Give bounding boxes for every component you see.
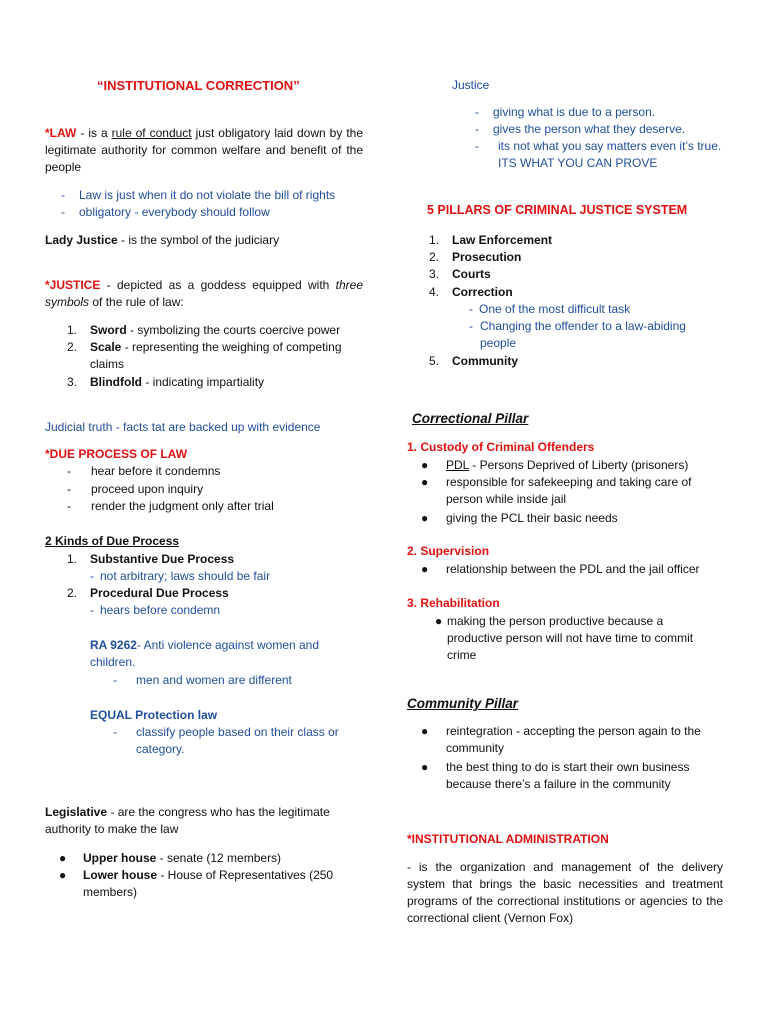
list-number: 1. — [67, 323, 78, 337]
bullet-marker: ● — [421, 511, 429, 525]
justice-text-a: - depicted as a goddess equipped with — [100, 278, 336, 292]
pillar-label: Community — [452, 354, 518, 368]
list-item — [67, 463, 220, 480]
ra9262-line — [90, 637, 340, 671]
equal-protection-heading: EQUAL Protection law — [90, 708, 218, 722]
list-number: 3. — [429, 267, 440, 281]
legislative-term: Legislative — [45, 805, 108, 819]
supervision-heading: 2. Supervision — [407, 544, 490, 558]
law-rule-of-conduct: rule of conduct — [111, 126, 192, 140]
custody-heading: 1. Custody of Criminal Offenders — [407, 440, 595, 454]
dash-marker: - — [475, 122, 479, 136]
law-text-a: - is a — [76, 126, 112, 140]
kinds-heading: 2 Kinds of Due Process — [45, 534, 180, 548]
list-number: 2. — [67, 340, 78, 354]
bullet-marker: ● — [421, 458, 429, 472]
list-number: 2. — [67, 586, 78, 600]
symbol-text: - representing the weighing of competing claims — [90, 340, 342, 371]
due-process-heading: *DUE PROCESS OF LAW — [45, 447, 188, 461]
legislative-text: - are the congress who has the legitimate authority to make the law — [45, 805, 330, 836]
list-number: 1. — [429, 233, 440, 247]
dash-marker: - — [67, 499, 71, 513]
law-item-term: Law is just — [79, 188, 136, 202]
list-item — [61, 204, 270, 221]
justice-item-text: its not what you say matters even it’s true. ITS WHAT YOU CAN PROVE — [498, 139, 722, 170]
justice-item-text: giving what is due to a person. — [493, 105, 656, 119]
list-number: 1. — [67, 552, 78, 566]
list-item — [429, 284, 513, 301]
list-number: 3. — [67, 375, 78, 389]
list-number: 4. — [429, 285, 440, 299]
list-item — [67, 339, 342, 371]
law-term: *LAW — [45, 126, 77, 140]
admin-heading: *INSTITUTIONAL ADMINISTRATION — [407, 832, 609, 846]
law-definition — [45, 125, 363, 176]
justice-three-symbols: three symbols — [45, 278, 363, 309]
list-item — [67, 585, 229, 602]
list-item-text: render the judgment only after trial — [91, 499, 274, 513]
supervision-item-text: relationship between the PDL and the jail officer — [446, 562, 700, 576]
pillar-label: Law Enforcement — [452, 233, 553, 247]
judicial-truth: Judicial truth - facts tat are backed up with evidence — [45, 420, 321, 434]
bullet-marker: ● — [421, 562, 429, 576]
custody-item-text: responsible for safekeeping and taking care of person while inside jail — [446, 475, 692, 506]
bullet-marker: ● — [435, 614, 443, 628]
pillar-label: Prosecution — [452, 250, 522, 264]
symbol-text: - indicating impartiality — [141, 375, 265, 389]
dash-marker: - — [61, 188, 65, 202]
list-item — [429, 266, 491, 283]
pillars-heading: 5 PILLARS OF CRIMINAL JUSTICE SYSTEM — [427, 203, 688, 217]
dash-marker: - — [61, 205, 65, 219]
law-text-b: just obligatory laid down by the legitimate authority for common welfare and benefit of the people — [45, 126, 364, 174]
rehab-heading: 3. Rehabilitation — [407, 596, 500, 610]
community-pillar-heading: Community Pillar — [407, 696, 519, 711]
law-item-text: when it do not violate the bill of rights — [135, 188, 336, 202]
dash-marker: - — [469, 319, 473, 333]
list-item — [429, 232, 553, 249]
dash-marker: - — [90, 603, 94, 617]
law-item-term: obligatory — [79, 205, 132, 219]
dash-marker: - — [469, 302, 473, 316]
dash-marker: - — [67, 464, 71, 478]
list-item — [67, 498, 274, 515]
pdl-text: - Persons Deprived of Liberty (prisoners) — [468, 458, 689, 472]
house-term: Lower house — [83, 868, 158, 882]
symbol-text: - symbolizing the courts coercive power — [126, 323, 341, 337]
bullet-marker: ● — [421, 475, 429, 489]
kind-note: not arbitrary; laws should be fair — [100, 569, 271, 583]
justice-term: *JUSTICE — [45, 278, 101, 292]
lady-justice-term: Lady Justice — [45, 233, 118, 247]
bullet-marker: ● — [421, 760, 429, 774]
kind-label: Procedural Due Process — [90, 586, 229, 600]
community-item-text: the best thing to do is start their own business because there’s a failure in the community — [446, 760, 690, 791]
dash-marker: - — [113, 673, 117, 687]
correctional-pillar-heading: Correctional Pillar — [412, 411, 529, 426]
justice-item-text: gives the person what they deserve. — [493, 122, 686, 136]
list-number: 5. — [429, 354, 440, 368]
equal-protection-note: classify people based on their class or category. — [136, 725, 339, 756]
list-item — [469, 301, 630, 318]
lady-justice-line — [45, 232, 279, 249]
dash-marker: - — [113, 725, 117, 739]
list-item — [90, 602, 220, 619]
list-item — [475, 104, 655, 121]
pdl-term: PDL — [446, 458, 469, 472]
list-item — [469, 318, 686, 350]
dash-marker: - — [475, 105, 479, 119]
list-item — [67, 551, 235, 568]
correction-note: One of the most difficult task — [479, 302, 631, 316]
list-item — [61, 187, 335, 204]
dash-marker: - — [90, 569, 94, 583]
list-item — [475, 121, 685, 138]
bullet-marker: ● — [59, 851, 67, 865]
list-item-text: proceed upon inquiry — [91, 482, 204, 496]
list-item — [113, 672, 292, 689]
list-item — [429, 353, 518, 370]
symbol-term: Scale — [90, 340, 122, 354]
custody-item-text: giving the PCL their basic needs — [446, 511, 618, 525]
list-item — [67, 374, 265, 391]
admin-definition: - is the organization and management of the delivery system that brings the basic necessities and treatment programs of the correctional institutions or agencies to the correctional client (Vernon Fox) — [407, 860, 723, 925]
list-number: 2. — [429, 250, 440, 264]
symbol-term: Blindfold — [90, 375, 142, 389]
symbol-term: Sword — [90, 323, 127, 337]
justice-text-b: of the rule of law: — [89, 295, 184, 309]
correction-note: Changing the offender to a law-abiding people — [480, 319, 686, 350]
house-text: - senate (12 members) — [156, 851, 282, 865]
list-item — [90, 568, 270, 585]
bullet-marker: ● — [59, 868, 67, 882]
ra9262-text: - Anti violence against women and children. — [90, 638, 320, 669]
justice-definition — [45, 277, 363, 311]
ra9262-term: RA 9262 — [90, 638, 137, 652]
community-item-text: reintegration - accepting the person again to the community — [446, 724, 701, 755]
pillar-label: Correction — [452, 285, 513, 299]
law-item-text: - everybody should follow — [131, 205, 270, 219]
kind-note: hears before condemn — [100, 603, 221, 617]
pillar-label: Courts — [452, 267, 491, 281]
house-text: - House of Representatives (250 members) — [83, 868, 334, 899]
rehab-item-text: making the person productive because a productive person will not have time to commit crime — [447, 614, 694, 662]
page-title: “INSTITUTIONAL CORRECTION” — [97, 78, 300, 93]
list-item — [67, 481, 203, 498]
kind-label: Substantive Due Process — [90, 552, 235, 566]
list-item — [67, 322, 341, 339]
legislative-line — [45, 804, 345, 838]
bullet-marker: ● — [421, 724, 429, 738]
list-item — [429, 249, 522, 266]
justice-heading: Justice — [452, 78, 490, 92]
dash-marker: - — [67, 482, 71, 496]
ra9262-note: men and women are different — [136, 673, 292, 687]
lady-justice-text: - is the symbol of the judiciary — [117, 233, 280, 247]
house-term: Upper house — [83, 851, 157, 865]
dash-marker: - — [475, 139, 479, 153]
list-item-text: hear before it condemns — [91, 464, 221, 478]
